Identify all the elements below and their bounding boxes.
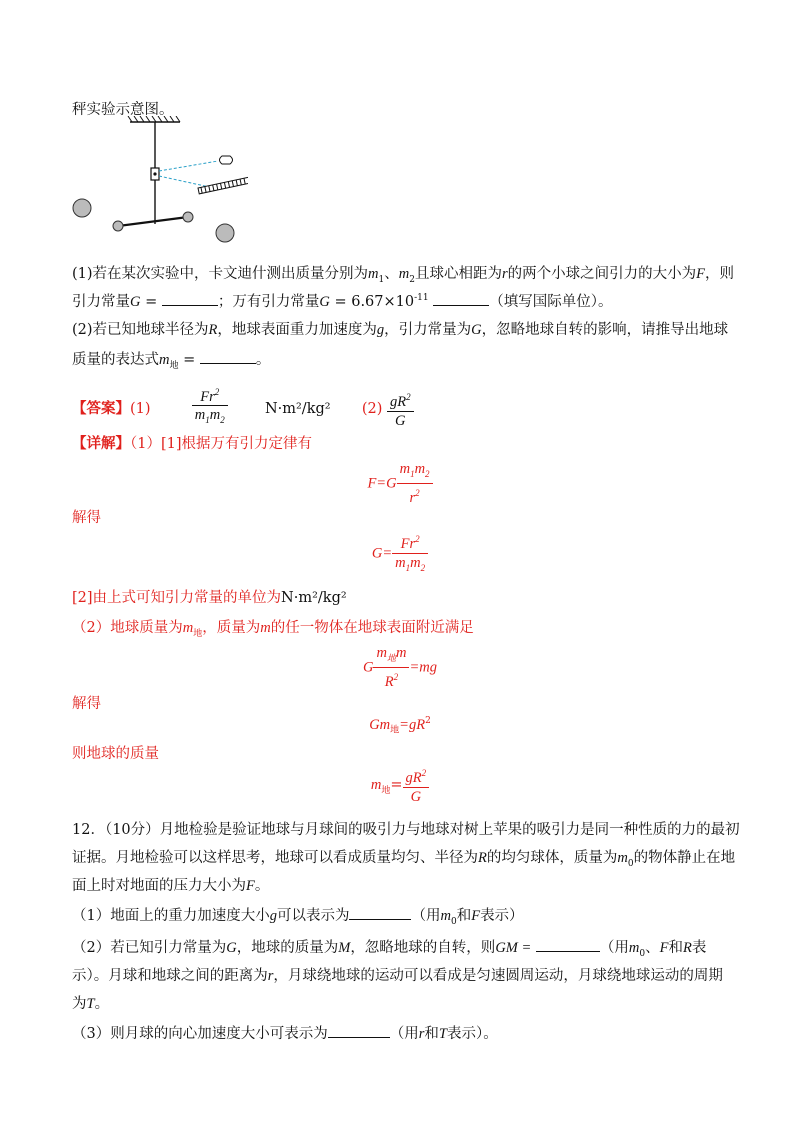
equation-earth-mass: $m_地=$ $\frac{gR^2}{G}$ — [0, 764, 800, 806]
answer-fraction-2: $\frac{gR^2}{G}$ — [387, 388, 414, 430]
q12-part3: （3）则月球的向心加速度大小可表示为 （用r和T表示）。 — [72, 1026, 498, 1042]
q12-line2: 证据。月地检验可以这样思考，地球可以看成质量均匀、半径为R的均匀球体，质量为$m_0$的物体静止在地 — [72, 850, 736, 869]
q1-part1-line1: (1)若在某次实验中，卡文迪什测出质量分别为$m_1$、$m_2$且球心相距为r的两个小球之间引力的大小为F，则 — [72, 266, 734, 285]
answer-blank[interactable] — [200, 362, 256, 364]
detail-solve1: 解得 — [72, 510, 101, 526]
answer-blank[interactable] — [536, 950, 600, 952]
detail-unit-line: [2]由上式可知引力常量的单位为N·m²/kg² — [72, 590, 347, 606]
q12-part2-line2: 示）。月球和地球之间的距离为r，月球绕地球的运动可以看成是匀速圆周运动，月球绕地球运动的周期 — [72, 968, 723, 984]
detail-line1: 【详解】（1）[1]根据万有引力定律有 — [72, 435, 313, 452]
q1-part1-line2: 引力常量G = ；万有引力常量$G = 6.67\times 10^{-11}$ （填写国际单位）。 — [72, 293, 613, 310]
detail-earth-mass: 则地球的质量 — [72, 746, 159, 762]
answer-blank[interactable] — [162, 304, 218, 306]
answer-line: 【答案】(1) $\frac{Fr^2}{m_1m_2}$ N·m²/kg² (2) $\frac{gR^2}{G}$ — [72, 388, 730, 430]
torsion-balance-figure — [68, 116, 248, 252]
q12-line3: 面上时对地面的压力大小为F。 — [72, 878, 270, 894]
answer-fraction-1: $\frac{Fr^2}{m_1m_2}$ — [192, 383, 228, 430]
equation-GM: $Gm_地=gR^2$ — [369, 716, 431, 736]
answer-blank[interactable] — [328, 1036, 390, 1038]
equation-surface: G $\frac{m_地m}{R^2}$ =mg — [363, 645, 437, 690]
q12-part2-line1: （2）若已知引力常量为G，地球的质量为M，忽略地球的自转，则GM = （用$m_0$、F和R表 — [72, 940, 707, 959]
q1-part2-line2: 质量的表达式$m_地$ = 。 — [72, 352, 271, 371]
detail-part2-line: （2）地球质量为$m_地$，质量为m的任一物体在地球表面附近满足 — [72, 620, 474, 639]
answer-unit: N·m²/kg² — [264, 400, 331, 417]
intro-text: 秤实验示意图。 — [72, 102, 174, 118]
detail-solve2: 解得 — [72, 696, 101, 712]
q12-part2-line3: 为T。 — [72, 996, 110, 1012]
equation-gravity: F=G $\frac{m_1m_2}{r^2}$ — [0, 460, 800, 507]
q12-line1: 12．（10分）月地检验是验证地球与月球间的吸引力与地球对树上苹果的吸引力是同一种性质的力的最初 — [72, 822, 740, 838]
q12-part1: （1）地面上的重力加速度大小g可以表示为 （用$m_0$和F表示） — [72, 908, 524, 927]
light-source-icon — [220, 156, 233, 164]
equation-G: G= $\frac{Fr^2}{m_1m_2}$ — [0, 530, 800, 577]
scale-ruler — [198, 177, 248, 194]
q1-part2-line1: (2)若已知地球半径为R，地球表面重力加速度为g，引力常量为G，忽略地球自转的影响，请推导出地球 — [72, 322, 729, 338]
answer-blank[interactable] — [349, 918, 411, 920]
answer-blank[interactable] — [433, 304, 489, 306]
